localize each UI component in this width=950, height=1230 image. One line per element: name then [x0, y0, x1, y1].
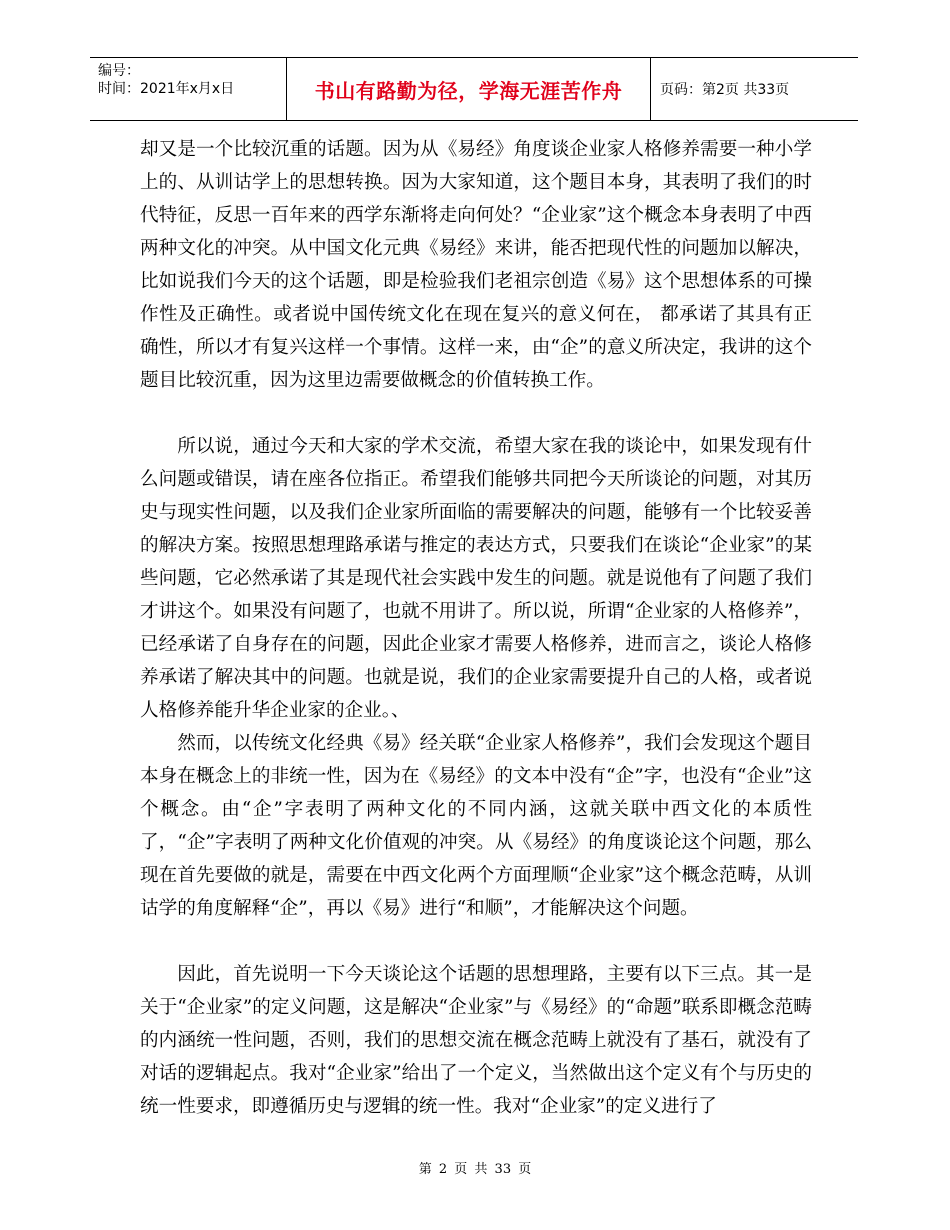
paragraph: 所以说，通过今天和大家的学术交流，希望大家在我的谈论中，如果发现有什么问题或错误，请在座各位指正。希望我们能够共同把今天所谈论的问题，对其历史与现实性问题，以及我们企业家所面临的需要解决的问题，能够有一个比较妥善的解决方案。按照思想理路承诺与推定的表达方式，只要我们在谈论“企业家”的某些问题，它必然承诺了其是现代社会实践中发生的问题。就是说他有了问题了我们才讲这个。如果没有问题了，也就不用讲了。所以说，所谓“企业家的人格修养”，已经承诺了自身存在的问题，因此企业家才需要人格修养，进而言之，谈论人格修养承诺了解决其中的问题。也就是说，我们的企业家需要提升自己的人格，或者说人格修养能升华企业家的企业。、: [140, 436, 812, 721]
paragraph: 然而，以传统文化经典《易》经关联“企业家人格修养”，我们会发现这个题目本身在概念上的非统一性，因为在《易经》的文本中没有“企”字，也没有“企业”这个概念。由“企”字表明了两种文化的不同内涵，这就关联中西文化的本质性了，“企”字表明了两种文化价值观的冲突。从《易经》的角度谈论这个问题，那么现在首先要做的就是，需要在中西文化两个方面理顺“企业家”这个概念范畴，从训诂学的角度解释“企”，再以《易》进行“和顺”，才能解决这个问题。: [140, 733, 812, 919]
header-motto: 书山有路勤为径，学海无涯苦作舟: [314, 78, 623, 103]
paragraph: 却又是一个比较沉重的话题。因为从《易经》角度谈企业家人格修养需要一种小学上的、从训诂学上的思想转换。因为大家知道，这个题目本身，其表明了我们的时代特征，反思一百年来的西学东渐将走向何处？“企业家”这个概念本身表明了中西两种文化的冲突。从中国文化元典《易经》来讲，能否把现代性的问题加以解决，比如说我们今天的这个话题，即是检验我们老祖宗创造《易》这个思想体系的可操作性及正确性。或者说中国传统文化在现在复兴的意义何在， 都承诺了其具有正确性，所以才有复兴这样一个事情。这样一来，由“企”的意义所决定，我讲的这个题目比较沉重，因为这里边需要做概念的价值转换工作。: [140, 139, 812, 391]
document-body: [140, 133, 812, 1123]
header-divider: [650, 58, 651, 120]
page-header: [90, 57, 858, 121]
header-page-number: 页码：第2页 共33页: [660, 82, 790, 98]
header-meta: [98, 62, 234, 98]
page-footer: 第 2 页 共 33 页: [418, 1162, 532, 1177]
paragraph: 因此，首先说明一下今天谈论这个话题的思想理路，主要有以下三点。其一是关于“企业家”的定义问题，这是解决“企业家”与《易经》的“命题”联系即概念范畴的内涵统一性问题，否则，我们的思想交流在概念范畴上就没有了基石，就没有了对话的逻辑起点。我对“企业家”给出了一个定义，当然做出这个定义有个与历史的统一性要求，即遵循历史与逻辑的统一性。我对“企业家”的定义进行了: [140, 964, 812, 1117]
document-number-label: 编号：: [98, 63, 140, 79]
document-date-label: 时间：2021年x月x日: [98, 81, 235, 97]
